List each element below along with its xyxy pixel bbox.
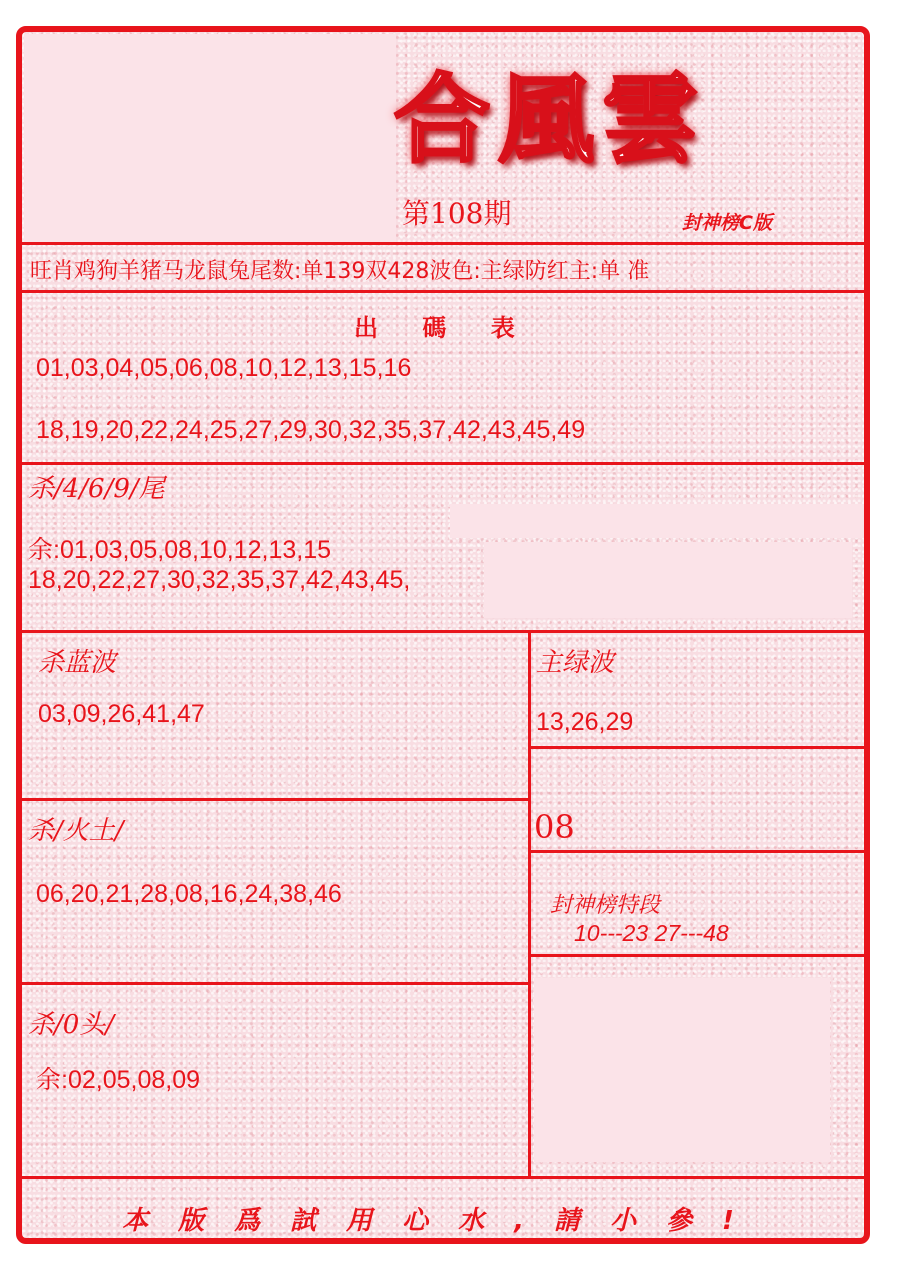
kill-fire-earth-label: 杀/火土/ bbox=[28, 816, 124, 846]
header-blank-area bbox=[24, 34, 396, 242]
special-segment-ranges: 10---23 27---48 bbox=[574, 920, 729, 946]
kill-tail-line-2: 18,20,22,27,30,32,35,37,42,43,45, bbox=[28, 566, 411, 594]
divider bbox=[22, 982, 528, 985]
edition-label: 封神榜C版 bbox=[682, 212, 772, 234]
zodiac-line: 旺肖鸡狗羊猪马龙鼠兔尾数:单139双428波色:主绿防红主:单 准 bbox=[30, 259, 650, 284]
main-green-numbers: 13,26,29 bbox=[536, 708, 634, 736]
kill-tail-blank-area bbox=[484, 542, 852, 618]
kill-blue-numbers: 03,09,26,41,47 bbox=[38, 700, 205, 728]
bottom-right-blank-area bbox=[534, 978, 830, 1162]
column-divider bbox=[528, 630, 531, 1178]
divider bbox=[22, 242, 864, 245]
lottery-sheet bbox=[16, 26, 870, 1244]
kill-zero-head-numbers: 余:02,05,08,09 bbox=[36, 1066, 201, 1094]
special-segment-label: 封神榜特段 bbox=[550, 893, 661, 918]
divider bbox=[528, 746, 864, 749]
kill-tail-line-1: 余:01,03,05,08,10,12,13,15 bbox=[28, 536, 332, 564]
kill-tail-label: 杀/4/6/9/尾 bbox=[28, 474, 165, 504]
kill-fire-earth-numbers: 06,20,21,28,08,16,24,38,46 bbox=[36, 880, 342, 908]
divider bbox=[22, 630, 864, 633]
single-number: 08 bbox=[534, 808, 575, 846]
issue-number: 第108期 bbox=[402, 197, 512, 230]
kill-tail-blank-area bbox=[450, 504, 864, 538]
code-table-heading: 出 碼 表 bbox=[354, 314, 533, 342]
main-green-label: 主绿波 bbox=[536, 648, 615, 678]
divider bbox=[528, 954, 864, 957]
kill-blue-label: 杀蓝波 bbox=[38, 648, 117, 678]
divider bbox=[22, 462, 864, 465]
code-table-row-1: 01,03,04,05,06,08,10,12,13,15,16 bbox=[36, 354, 412, 382]
page-title: 合風雲 bbox=[394, 63, 706, 176]
footer-note: 本版爲試用心水,請小參! bbox=[122, 1206, 764, 1236]
kill-zero-head-label: 杀/0头/ bbox=[28, 1010, 115, 1040]
divider bbox=[22, 798, 528, 801]
code-table-row-2: 18,19,20,22,24,25,27,29,30,32,35,37,42,43,45,49 bbox=[36, 416, 586, 444]
divider bbox=[22, 290, 864, 293]
divider bbox=[22, 1176, 864, 1179]
divider bbox=[528, 850, 864, 853]
